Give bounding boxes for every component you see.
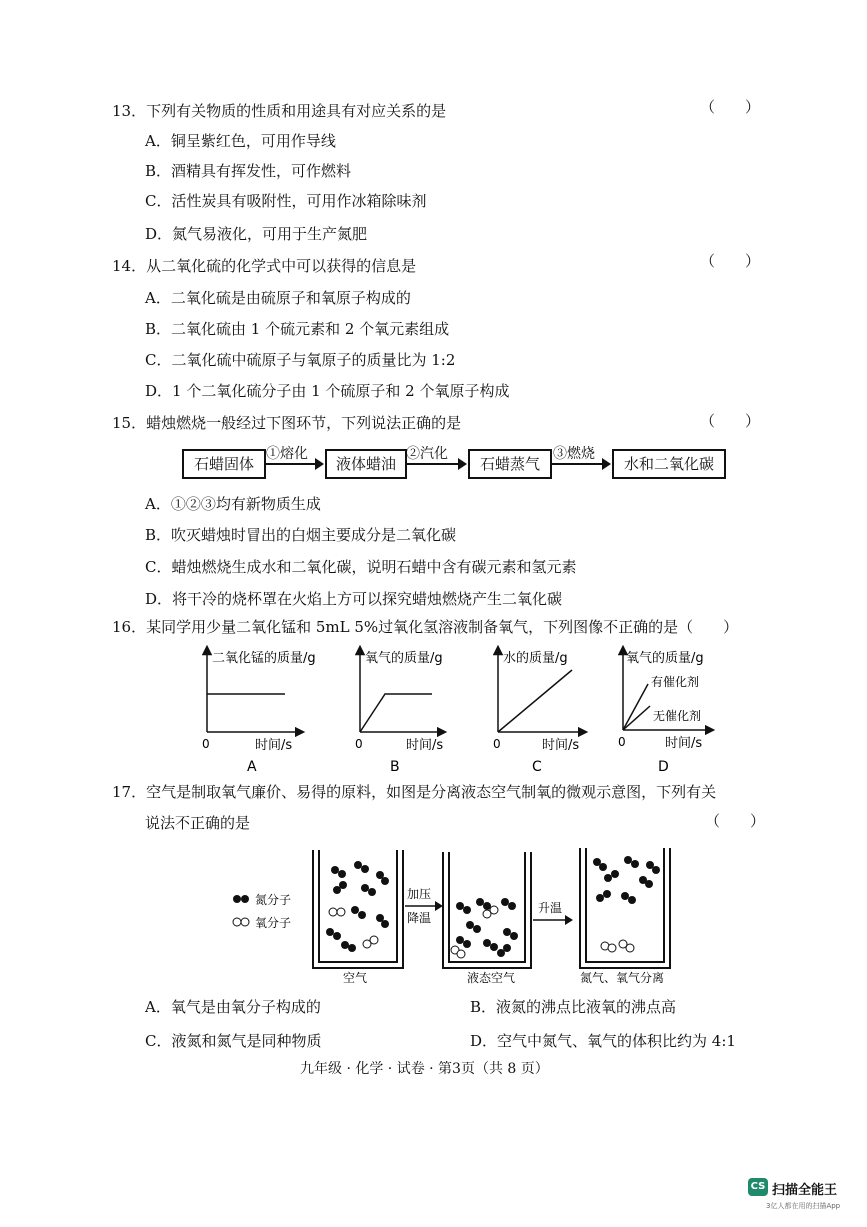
graph-a bbox=[202, 650, 316, 775]
flow-arrow-2 bbox=[405, 463, 465, 465]
graph-d-line-no-catalyst bbox=[623, 706, 650, 730]
q16-graphs bbox=[180, 640, 740, 775]
container-liquid-air bbox=[443, 852, 531, 985]
graph-d bbox=[618, 650, 710, 775]
graph-a-letter: A bbox=[247, 759, 257, 775]
scanner-app-name: 扫描全能王 bbox=[772, 1183, 838, 1198]
flow-label-vaporize: ②汽化 bbox=[406, 446, 448, 462]
container-air bbox=[313, 850, 403, 985]
flow-box-liquid-wax: 液体蜡油 bbox=[325, 449, 407, 479]
q14-option-b: B．二氧化硫由 1 个硫元素和 2 个氧元素组成 bbox=[145, 320, 450, 338]
q17-option-c: C．液氮和氮气是同种物质 bbox=[145, 1032, 322, 1050]
q16-stem: 16．某同学用少量二氧化锰和 5mL 5%过氧化氢溶液制备氧气，下列图像不正确的是（ ） bbox=[112, 618, 739, 636]
graph-a-ylabel: 二氧化锰的质量/g bbox=[212, 651, 316, 666]
q17-stem-line2: 说法不正确的是 bbox=[145, 814, 251, 832]
legend-nitrogen: 氮分子 bbox=[255, 893, 292, 907]
graph-b-ylabel: 氧气的质量/g bbox=[365, 651, 443, 666]
flow-label-burn: ③燃烧 bbox=[553, 446, 595, 462]
arrow2-label: 升温 bbox=[538, 901, 563, 915]
q13-option-c: C．活性炭具有吸附性，可用作冰箱除味剂 bbox=[145, 192, 427, 210]
arrow-heat bbox=[533, 900, 573, 925]
scanner-app-tagline: 3亿人都在用的扫描App bbox=[766, 1202, 841, 1210]
graph-d-curve-no-catalyst-label: 无催化剂 bbox=[653, 709, 702, 723]
graph-d-origin: 0 bbox=[618, 735, 626, 749]
container-air-label: 空气 bbox=[343, 971, 368, 985]
q15-answer-paren: （ ） bbox=[700, 412, 761, 430]
page-footer: 九年级 · 化学 · 试卷 · 第3页（共 8 页） bbox=[300, 1061, 549, 1077]
q17-option-a: A．氧气是由氧分子构成的 bbox=[145, 998, 321, 1016]
graph-c-origin: 0 bbox=[493, 737, 501, 751]
container-liquid-air-label: 液态空气 bbox=[467, 971, 516, 985]
q14-option-a: A．二氧化硫是由硫原子和氧原子构成的 bbox=[145, 289, 411, 307]
graph-b-origin: 0 bbox=[355, 737, 363, 751]
flow-arrow-3 bbox=[550, 463, 609, 465]
arrow1-label-bottom: 降温 bbox=[407, 911, 432, 925]
q15-option-b: B．吹灭蜡烛时冒出的白烟主要成分是二氧化碳 bbox=[145, 526, 457, 544]
graph-d-letter: D bbox=[658, 759, 669, 775]
q15-stem: 15．蜡烛燃烧一般经过下图环节，下列说法正确的是 bbox=[112, 414, 462, 432]
q14-option-c: C．二氧化硫中硫原子与氧原子的质量比为 1:2 bbox=[145, 351, 456, 369]
graph-c-ylabel: 水的质量/g bbox=[503, 651, 568, 666]
q13-stem: 13．下列有关物质的性质和用途具有对应关系的是 bbox=[112, 102, 447, 120]
graph-c bbox=[493, 650, 583, 775]
container-separated bbox=[580, 848, 670, 985]
graph-d-line-catalyst bbox=[623, 684, 648, 730]
legend-oxygen: 氧分子 bbox=[255, 916, 292, 930]
q13-option-a: A．铜呈紫红色，可用作导线 bbox=[145, 132, 336, 150]
q14-option-d: D．1 个二氧化硫分子由 1 个硫原子和 2 个氧原子构成 bbox=[145, 382, 510, 400]
flow-box-solid-wax: 石蜡固体 bbox=[182, 449, 266, 479]
flow-arrow-1 bbox=[264, 463, 322, 465]
container-separated-label: 氮气、氧气分离 bbox=[580, 971, 665, 985]
scanner-logo-icon: CS bbox=[748, 1178, 768, 1196]
q17-option-b: B．液氮的沸点比液氧的沸点高 bbox=[470, 998, 677, 1016]
arrow1-label-top: 加压 bbox=[407, 887, 432, 901]
graph-c-xlabel: 时间/s bbox=[542, 738, 580, 753]
q17-stem-line1: 17．空气是制取氧气廉价、易得的原料，如图是分离液态空气制氧的微观示意图，下列有关 bbox=[112, 783, 717, 801]
flow-box-water-co2: 水和二氧化碳 bbox=[612, 449, 726, 479]
graph-b-letter: B bbox=[390, 759, 400, 775]
graph-a-origin: 0 bbox=[202, 737, 210, 751]
q17-option-d: D．空气中氮气、氧气的体积比约为 4:1 bbox=[470, 1032, 736, 1050]
flow-box-wax-vapor: 石蜡蒸气 bbox=[468, 449, 552, 479]
q15-option-a: A．①②③均有新物质生成 bbox=[145, 495, 321, 513]
q13-option-b: B．酒精具有挥发性，可作燃料 bbox=[145, 162, 352, 180]
q13-answer-paren: （ ） bbox=[700, 98, 761, 116]
q15-option-c: C．蜡烛燃烧生成水和二氧化碳，说明石蜡中含有碳元素和氢元素 bbox=[145, 558, 577, 576]
q14-answer-paren: （ ） bbox=[700, 252, 761, 270]
graph-d-ylabel: 氧气的质量/g bbox=[626, 651, 704, 666]
q14-stem: 14．从二氧化硫的化学式中可以获得的信息是 bbox=[112, 257, 417, 275]
graph-c-line bbox=[498, 670, 572, 732]
graph-d-curve-catalyst-label: 有催化剂 bbox=[651, 675, 700, 689]
graph-b bbox=[355, 650, 443, 775]
q17-answer-paren: （ ） bbox=[705, 812, 766, 830]
graph-d-xlabel: 时间/s bbox=[665, 736, 703, 751]
q17-diagram bbox=[225, 840, 685, 990]
arrow-compress-cool bbox=[405, 886, 443, 925]
q13-option-d: D．氮气易液化，可用于生产氮肥 bbox=[145, 225, 368, 243]
graph-b-xlabel: 时间/s bbox=[406, 738, 444, 753]
graph-c-letter: C bbox=[532, 759, 542, 775]
flow-label-melt: ①熔化 bbox=[266, 446, 308, 462]
q15-option-d: D．将干冷的烧杯罩在火焰上方可以探究蜡烛燃烧产生二氧化碳 bbox=[145, 590, 563, 608]
graph-a-xlabel: 时间/s bbox=[255, 738, 293, 753]
legend bbox=[233, 892, 291, 930]
graph-b-line bbox=[360, 694, 432, 732]
